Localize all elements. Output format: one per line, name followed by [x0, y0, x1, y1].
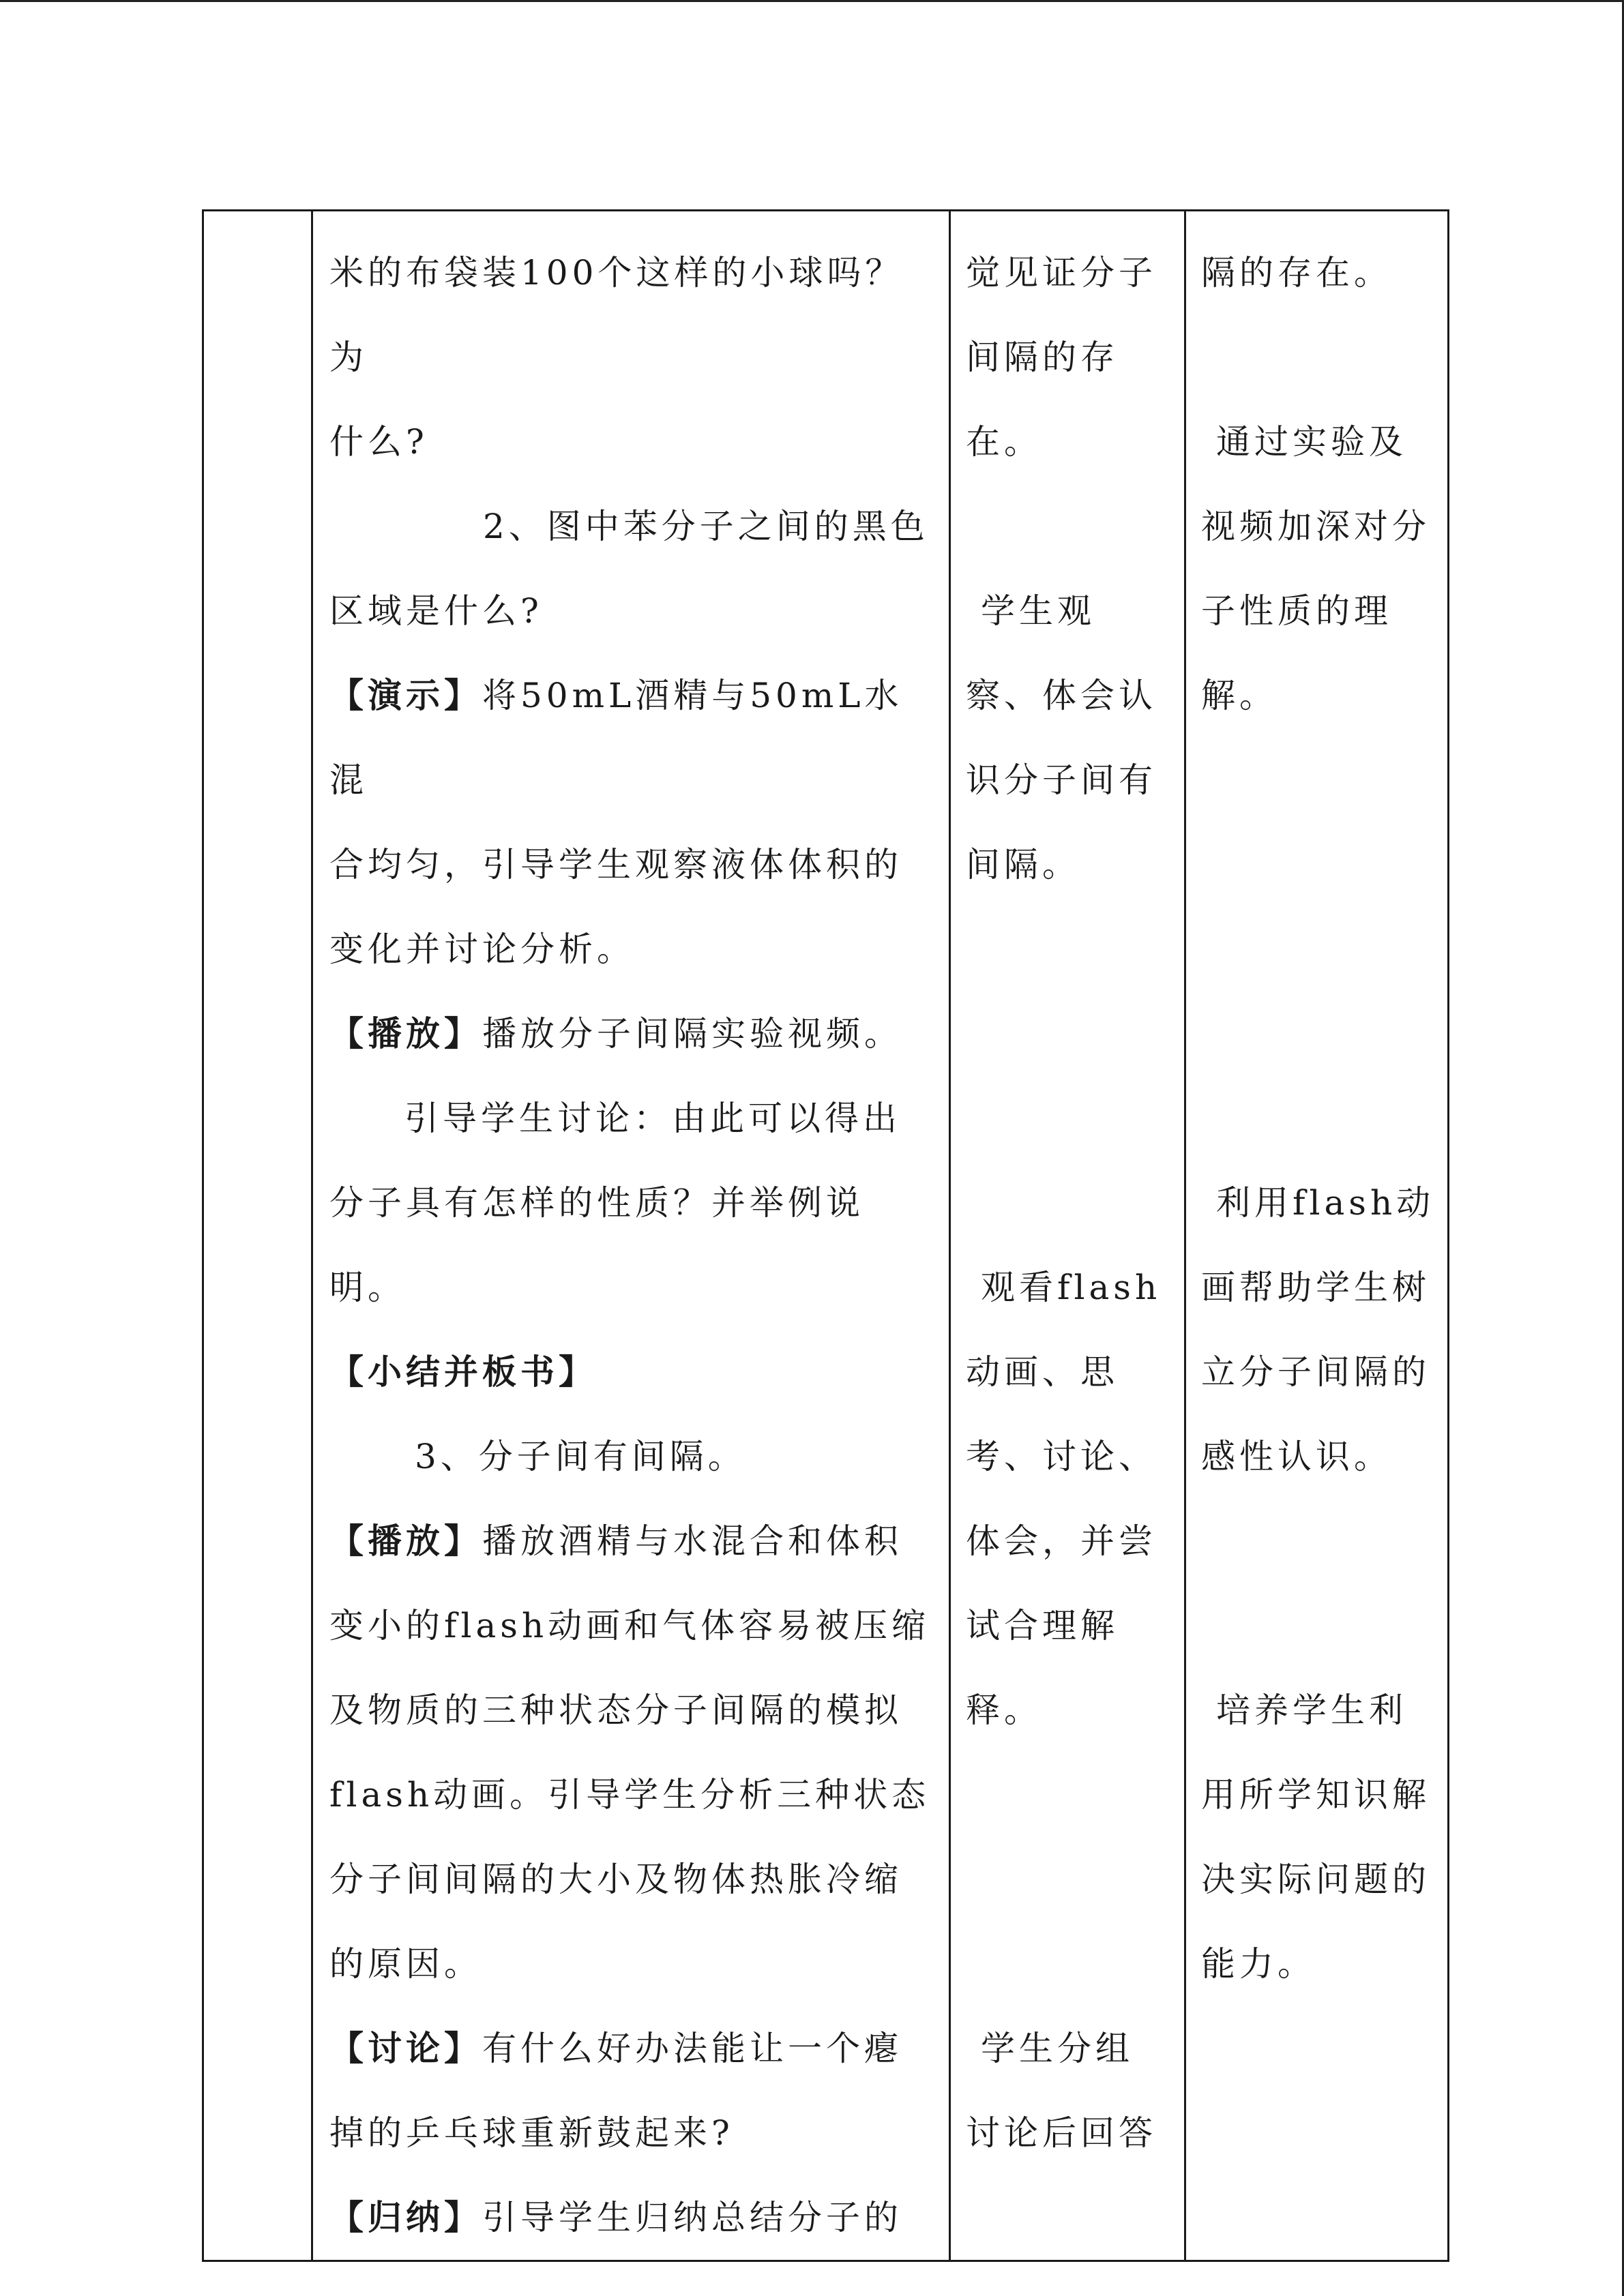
text-line: 分子具有怎样的性质？并举例说 [329, 1183, 864, 1223]
text-line: 合均匀，引导学生观察液体体积的 [329, 845, 902, 884]
text-line: 米的布袋装100个这样的小球吗？为 [329, 253, 904, 377]
text-line: 及物质的三种状态分子间隔的模拟 [329, 1690, 902, 1730]
text-span: 有什么好办法能让一个瘪 [482, 2029, 902, 2068]
text-line: 动画、思 [966, 1352, 1119, 1392]
text-line: 察、体会认 [966, 676, 1157, 715]
play-tag: 【播放】 [329, 1013, 482, 1054]
demo-tag: 【演示】 [329, 675, 482, 715]
text-line: 体会，并尝 [966, 1521, 1157, 1561]
text-span: 播放酒精与水混合和体积 [482, 1521, 902, 1561]
student-activity-cell [950, 211, 1185, 2261]
text-line: 画帮助学生树 [1201, 1268, 1430, 1307]
text-line: 决实际问题的 [1201, 1860, 1430, 1899]
demo-paragraph [329, 653, 941, 822]
text-line: 分子间间隔的大小及物体热胀冷缩 [329, 1860, 902, 1899]
stage-column-cell [203, 211, 312, 2261]
text-line: 感性认识。 [1201, 1437, 1392, 1476]
teacher-activity-cell [312, 211, 950, 2261]
text-line: 的原因。 [329, 1944, 482, 1984]
text-line: 考、讨论、 [966, 1437, 1157, 1476]
play-paragraph [329, 992, 941, 1076]
text-line: 明。 [329, 1268, 406, 1307]
text-line: 觉见证分子 [966, 253, 1157, 293]
text-span: 播放分子间隔实验视频。 [482, 1014, 902, 1054]
summarize-tag: 【归纳】 [329, 2197, 482, 2237]
text-line: 隔的存在。 [1201, 253, 1392, 293]
text-line: 在。 [966, 422, 1042, 462]
text-span: 引导学生归纳总结分子的 [482, 2198, 902, 2237]
text-line: 试合理解 [966, 1606, 1119, 1645]
text-line: 掉的乒乓球重新鼓起来? [329, 2113, 734, 2153]
text-line: 用所学知识解 [1201, 1775, 1430, 1815]
text-line: 学生分组 [981, 2029, 1134, 2068]
text-line: 讨论后回答 [966, 2113, 1157, 2153]
text-line: 释。 [966, 1690, 1042, 1730]
text-line: 间隔的存 [966, 338, 1119, 377]
summarize-paragraph [329, 2175, 941, 2260]
point-3: 3、分子间有间隔。 [415, 1437, 746, 1476]
text-line: 观看flash [981, 1268, 1162, 1307]
text-line: 什么? [329, 422, 428, 462]
question-2: 2、图中苯分子之间的黑色 [483, 507, 929, 546]
table-row [203, 211, 1449, 2261]
text-line: 子性质的理 [1201, 591, 1392, 631]
text-span: 将50mL酒精与50mL水混 [329, 676, 903, 800]
text-line: 解。 [1201, 676, 1278, 715]
summary-heading: 【小结并板书】 [329, 1352, 597, 1392]
play-paragraph [329, 1499, 941, 1583]
lesson-plan-table [202, 209, 1449, 2262]
text-line: 间隔。 [966, 845, 1080, 884]
text-line: 通过实验及 [1216, 422, 1407, 462]
play-tag: 【播放】 [329, 1521, 482, 1561]
text-line: 识分子间有 [966, 760, 1157, 800]
text-line: 利用flash动 [1216, 1183, 1435, 1223]
page-top-edge [0, 0, 1624, 2]
text-line: 引导学生讨论：由此可以得出 [404, 1099, 901, 1138]
discuss-tag: 【讨论】 [329, 2028, 482, 2068]
text-line: 变化并讨论分析。 [329, 929, 635, 969]
text-line: 变小的flash动画和气体容易被压缩 [329, 1606, 930, 1645]
discuss-paragraph [329, 2006, 941, 2091]
text-line: 立分子间隔的 [1201, 1352, 1430, 1392]
text-line: 区域是什么? [329, 591, 543, 631]
design-intent-cell [1185, 211, 1449, 2261]
text-line: 能力。 [1201, 1944, 1316, 1984]
text-line: 学生观 [981, 591, 1095, 631]
text-line: 培养学生利 [1216, 1690, 1407, 1730]
text-line: flash动画。引导学生分析三种状态 [329, 1775, 930, 1815]
text-line: 视频加深对分 [1201, 507, 1430, 546]
